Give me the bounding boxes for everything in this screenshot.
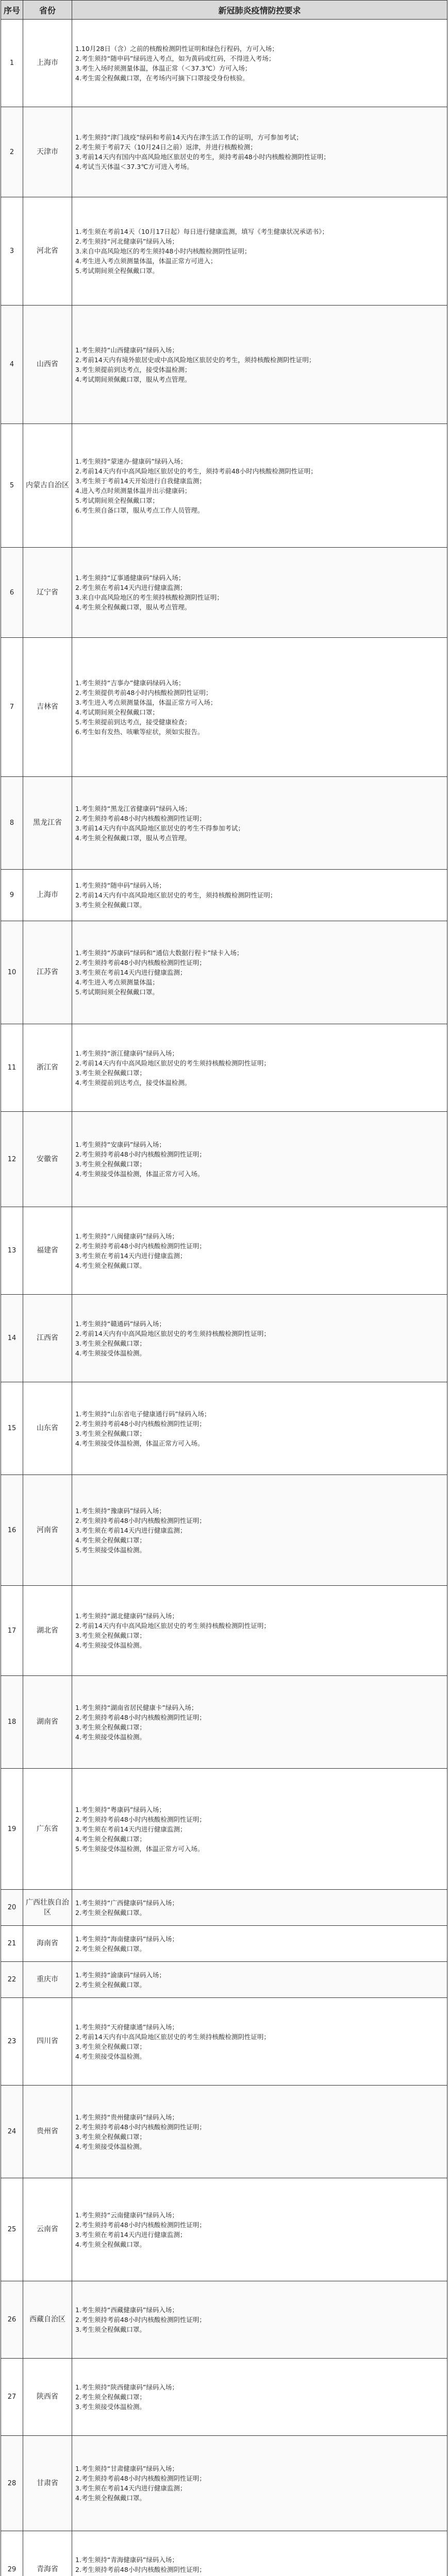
requirement-item: 3.考生须全程佩戴口罩； xyxy=(75,1632,146,1639)
table-row xyxy=(1,1962,447,1998)
requirement-item: 4.考生须接受体温检测，体温正常方可入场。 xyxy=(75,1170,204,1178)
requirement-item: 4.考生须接受体温检测。 xyxy=(75,2052,146,2060)
requirement-item: 3.考生须于考前14天开始进行自我健康监测； xyxy=(75,477,206,485)
row-province: 江苏省 xyxy=(23,921,72,1024)
row-requirements xyxy=(72,197,447,306)
requirement-item: 4.考生须全程佩戴口罩。 xyxy=(75,2240,146,2248)
row-requirements xyxy=(72,2359,447,2436)
table-row xyxy=(1,197,447,306)
requirement-item: 1.考生须持“苏康码”绿码和“通信大数据行程卡”绿卡入场； xyxy=(75,949,243,957)
requirement-item: 3.考前14天内有国内中高风险地区旅居史的考生，须持考前48小时内核酸检测阴性证明； xyxy=(75,153,330,161)
row-requirements xyxy=(72,1382,447,1475)
requirement-item: 3.考生进入考点须测量体温，体温正常方可入场； xyxy=(75,698,217,706)
requirement-item: 5.考试期间须全程佩戴口罩。 xyxy=(75,267,159,275)
row-requirements xyxy=(72,2436,447,2531)
requirement-item: 3.考生入场时须测量体温，体温正常（＜37.3℃）方可入场； xyxy=(75,64,252,72)
requirement-item: 5.考生须接受体温检测，体温正常方可入场。 xyxy=(75,1844,204,1853)
table-row xyxy=(1,2178,447,2281)
requirement-item: 1.考生须持“海南健康码”绿码入场； xyxy=(75,1935,178,1943)
requirement-item: 3.考生须全程佩戴口罩； xyxy=(75,2132,146,2141)
table-row xyxy=(1,548,447,638)
requirement-item: 1.考生须在考前14天（10月17日起）每日进行健康监测，填写《考生健康状况承诺书》； xyxy=(75,228,328,235)
row-province: 天津市 xyxy=(23,107,72,197)
row-requirements xyxy=(72,424,447,548)
requirement-item: 4.考生进入考点须测量体温，体温正常方可进入； xyxy=(75,257,217,265)
row-province: 广西壮族自治区 xyxy=(23,1890,72,1926)
row-province: 黑龙江省 xyxy=(23,777,72,870)
requirement-item: 1.考生须持“广西健康码”绿码入场； xyxy=(75,1899,178,1907)
requirement-item: 2.考生须全程佩戴口罩； xyxy=(75,2393,146,2401)
requirement-item: 3.考生须全程佩戴口罩； xyxy=(75,1339,146,1347)
table-row xyxy=(1,777,447,870)
row-province: 吉林省 xyxy=(23,638,72,777)
row-index: 24 xyxy=(1,2086,23,2178)
column-header-province: 省份 xyxy=(23,1,72,20)
table-row xyxy=(1,638,447,777)
table-row xyxy=(1,1295,447,1382)
requirement-item: 1.考生须持“湖南省居民健康卡”绿码入场； xyxy=(75,1703,198,1711)
requirement-item: 2.考生须持考前48小时内核酸检测阴性证明； xyxy=(75,1242,206,1250)
requirement-item: 1.考生须持“甘肃健康码”绿码入场； xyxy=(75,2465,178,2472)
requirement-item: 3.考生须在考前14天内进行健康监测； xyxy=(75,1251,187,1260)
row-requirements xyxy=(72,1769,447,1890)
row-index: 6 xyxy=(1,548,23,638)
row-province: 河北省 xyxy=(23,197,72,306)
requirement-item: 2.考生须持考前48小时内核酸检测阴性证明； xyxy=(75,959,206,967)
table-row xyxy=(1,2359,447,2436)
requirement-item: 3.考生须在考前14天内进行健康监测； xyxy=(75,969,187,976)
requirement-item: 6.考生如有发热、咳嗽等症状，须如实报告。 xyxy=(75,727,204,736)
requirement-item: 5.考生须接受体温检测。 xyxy=(75,1546,146,1554)
requirement-item: 1.考生须持“八闽健康码”绿码入场； xyxy=(75,1232,178,1240)
requirement-item: 2.考生须全程佩戴口罩。 xyxy=(75,1944,146,1953)
table-row xyxy=(1,1998,447,2086)
row-requirements xyxy=(72,107,447,197)
requirement-item: 3.考生须在考前14天内进行健康监测； xyxy=(75,2484,187,2492)
table-row xyxy=(1,2281,447,2359)
row-province: 辽宁省 xyxy=(23,548,72,638)
row-province: 内蒙古自治区 xyxy=(23,424,72,548)
row-requirements xyxy=(72,1112,447,1207)
requirement-item: 2.考生须持考前48小时内核酸检测阴性证明； xyxy=(75,814,206,822)
table-row xyxy=(1,1586,447,1676)
table-row xyxy=(1,20,447,107)
requirement-item: 2.考生须持考前48小时内核酸检测阴性证明； xyxy=(75,2475,206,2482)
row-requirements xyxy=(72,2086,447,2178)
requirement-item: 1.考生须持“津门战疫”绿码和考前14天内在津生活工作的证明，方可参加考试； xyxy=(75,133,303,141)
row-requirements xyxy=(72,1024,447,1112)
row-index: 21 xyxy=(1,1926,23,1962)
row-province: 安徽省 xyxy=(23,1112,72,1207)
row-index: 16 xyxy=(1,1475,23,1586)
requirement-item: 3.考生须全程佩戴口罩。 xyxy=(75,2326,146,2333)
requirement-item: 4.进入考点时须测量体温并出示健康码； xyxy=(75,486,191,495)
row-index: 1 xyxy=(1,20,23,107)
requirement-item: 1.考生须持“山西健康码”绿码入场； xyxy=(75,346,178,354)
table-row xyxy=(1,921,447,1024)
requirement-item: 2.考生须持“河北健康码”绿码入场； xyxy=(75,238,178,245)
row-requirements xyxy=(72,1295,447,1382)
table-row xyxy=(1,1769,447,1890)
requirement-item: 1.考生须持“辽事通健康码”绿码入场； xyxy=(75,574,185,582)
requirement-item: 2.考生须全程佩戴口罩。 xyxy=(75,1908,146,1917)
row-index: 25 xyxy=(1,2178,23,2281)
row-province: 广东省 xyxy=(23,1769,72,1890)
requirement-item: 4.考试当天体温＜37.3℃方可进入考场。 xyxy=(75,163,193,171)
requirement-item: 5.考试期间须全程佩戴口罩。 xyxy=(75,988,159,996)
row-index: 28 xyxy=(1,2436,23,2531)
row-province: 贵州省 xyxy=(23,2086,72,2178)
row-province: 江西省 xyxy=(23,1295,72,1382)
requirement-item: 4.考试期间须佩戴口罩，服从考点管理。 xyxy=(75,375,191,383)
row-province: 上海市 xyxy=(23,20,72,107)
table-row xyxy=(1,1207,447,1295)
requirement-item: 1.考生须持“云南健康码”绿码入场； xyxy=(75,2211,178,2219)
table-row xyxy=(1,1890,447,1926)
table-row xyxy=(1,424,447,548)
row-index: 15 xyxy=(1,1382,23,1475)
requirement-item: 3.考生须全程佩戴口罩； xyxy=(75,1723,146,1731)
table-row xyxy=(1,2436,447,2531)
requirement-item: 4.考生须接受体温检测。 xyxy=(75,1733,146,1741)
requirement-item: 1.考生须持“贵州健康码”绿码入场； xyxy=(75,2113,178,2121)
row-requirements xyxy=(72,1475,447,1586)
row-index: 23 xyxy=(1,1998,23,2086)
requirement-item: 1.考生须持“渝康码”绿码入场； xyxy=(75,1971,165,1979)
table-row xyxy=(1,107,447,197)
row-index: 2 xyxy=(1,107,23,197)
requirement-item: 2.考生须持“随申码”绿码进入考点，如为黄码或红码，不得进入考场； xyxy=(75,54,275,62)
row-index: 11 xyxy=(1,1024,23,1112)
requirement-item: 2.考前14天内有境外旅居史或中高风险地区旅居史的考生，须持核酸检测阴性证明； xyxy=(75,355,316,364)
requirement-item: 1.考生须持“粤康码”绿码入场； xyxy=(75,1805,165,1814)
row-index: 20 xyxy=(1,1890,23,1926)
requirement-item: 4.考生须全程佩戴口罩； xyxy=(75,1536,146,1544)
requirement-item: 1.考生须持“天府健康通”绿码入场； xyxy=(75,2023,178,2031)
column-header-index: 序号 xyxy=(1,1,23,20)
requirement-item: 2.考生须持考前48小时内核酸检测阴性证明； xyxy=(75,1815,206,1823)
requirement-item: 1.考生须持“青海健康码”绿码入场； xyxy=(75,2556,178,2564)
row-index: 9 xyxy=(1,870,23,921)
row-province: 福建省 xyxy=(23,1207,72,1295)
row-province: 湖北省 xyxy=(23,1586,72,1676)
requirement-item: 2.考生须持考前48小时内核酸检测阴性证明； xyxy=(75,2123,206,2131)
row-province: 上海市 xyxy=(23,870,72,921)
requirement-item: 4.考生须接受体温检测。 xyxy=(75,2142,146,2150)
row-province: 西藏自治区 xyxy=(23,2281,72,2359)
requirement-item: 2.考生须提供考前48小时内核酸检测阴性证明； xyxy=(75,688,212,697)
row-province: 四川省 xyxy=(23,1998,72,2086)
requirement-item: 5.考试期间须全程佩戴口罩； xyxy=(75,496,159,504)
row-requirements xyxy=(72,2531,447,2576)
table-row xyxy=(1,1475,447,1586)
row-province: 重庆市 xyxy=(23,1962,72,1998)
requirement-item: 3.考生须全程佩戴口罩； xyxy=(75,1069,146,1077)
table-row xyxy=(1,306,447,424)
requirement-item: 2.考生须于考前7天（10月24日之前）返津，并进行核酸检测； xyxy=(75,143,257,151)
requirement-item: 4.考生须接受体温检测。 xyxy=(75,1641,146,1649)
row-index: 29 xyxy=(1,2531,23,2576)
row-province: 浙江省 xyxy=(23,1024,72,1112)
row-requirements xyxy=(72,1998,447,2086)
row-requirements xyxy=(72,1207,447,1295)
requirement-item: 1.考生须持“湖北健康码”绿码入场； xyxy=(75,1612,178,1620)
row-index: 26 xyxy=(1,2281,23,2359)
requirement-item: 2.考生须持考前48小时内核酸检测阴性证明； xyxy=(75,1419,206,1428)
table-row xyxy=(1,1676,447,1769)
requirement-item: 2.考生须持考前48小时内核酸检测阴性证明； xyxy=(75,2566,206,2573)
requirement-item: 1.考生须持“西藏健康码”绿码入场； xyxy=(75,2306,178,2314)
row-index: 5 xyxy=(1,424,23,548)
requirement-item: 1.考生须持“浙江健康码”绿码入场； xyxy=(75,1049,178,1057)
requirement-item: 3.考前14天内有中高风险地区旅居史的考生不得参加考试； xyxy=(75,824,244,832)
requirement-item: 3.考生须在考前14天内进行健康监测； xyxy=(75,1526,187,1534)
row-requirements xyxy=(72,1586,447,1676)
row-index: 10 xyxy=(1,921,23,1024)
row-requirements xyxy=(72,1676,447,1769)
requirement-item: 1.考生须持“豫康码”绿码入场； xyxy=(75,1506,165,1515)
row-requirements xyxy=(72,548,447,638)
row-province: 青海省 xyxy=(23,2531,72,2576)
requirement-item: 2.考生须持考前48小时内核酸检测阴性证明； xyxy=(75,2316,206,2324)
requirement-item: 1.考生须持“山东省电子健康通行码”绿码入场； xyxy=(75,1410,211,1418)
requirement-item: 1.考生须持“安康码”绿码入场； xyxy=(75,1141,165,1148)
requirement-item: 6.考生须自备口罩，服从考点工作人员管理。 xyxy=(75,506,204,514)
row-index: 19 xyxy=(1,1769,23,1890)
requirement-item: 3.考生须全程佩戴口罩； xyxy=(75,1429,146,1437)
row-index: 12 xyxy=(1,1112,23,1207)
requirement-item: 4.考生须全程佩戴口罩。 xyxy=(75,2494,146,2502)
table-body xyxy=(1,20,447,2576)
requirement-item: 4.考生须接受体温检测，体温正常方可入场。 xyxy=(75,1439,204,1447)
requirement-item: 4.考生须全程佩戴口罩。 xyxy=(75,1261,146,1269)
row-province: 甘肃省 xyxy=(23,2436,72,2531)
requirement-item: 3.来自中高风险地区的考生须持核酸检测阴性证明； xyxy=(75,594,223,601)
row-province: 海南省 xyxy=(23,1926,72,1962)
row-province: 山西省 xyxy=(23,306,72,424)
requirement-item: 4.考生须全程佩戴口罩，服从考点管理。 xyxy=(75,834,191,842)
row-province: 山东省 xyxy=(23,1382,72,1475)
row-index: 18 xyxy=(1,1676,23,1769)
requirement-item: 1.考生须持“吉事办”健康码绿码入场； xyxy=(75,679,185,687)
row-province: 湖南省 xyxy=(23,1676,72,1769)
requirement-item: 2.考前14天内有中高风险地区旅居史的考生须持核酸检测阴性证明； xyxy=(75,1059,270,1067)
requirement-item: 4.考生进入考点须测量体温； xyxy=(75,978,159,986)
row-requirements xyxy=(72,777,447,870)
requirement-item: 4.考生须提前到达考点，接受体温检测。 xyxy=(75,1078,191,1087)
row-requirements xyxy=(72,1962,447,1998)
table-header-row xyxy=(1,1,447,20)
row-index: 17 xyxy=(1,1586,23,1676)
row-requirements xyxy=(72,2178,447,2281)
row-requirements xyxy=(72,306,447,424)
requirement-item: 1.考生须持“陕西健康码”绿码入场； xyxy=(75,2383,178,2391)
requirement-item: 3.考生须全程佩戴口罩。 xyxy=(75,901,146,909)
requirement-item: 1.10月28日（含）之前的核酸检测阴性证明和绿色行程码，方可入场； xyxy=(75,44,278,53)
row-requirements xyxy=(72,2281,447,2359)
table-row xyxy=(1,870,447,921)
row-province: 云南省 xyxy=(23,2178,72,2281)
table-row xyxy=(1,1926,447,1962)
row-index: 3 xyxy=(1,197,23,306)
requirement-item: 3.考生须在考前14天内进行健康监测； xyxy=(75,2230,187,2239)
row-index: 7 xyxy=(1,638,23,777)
column-header-requirements: 新冠肺炎疫情防控要求 xyxy=(72,1,447,20)
requirement-item: 1.考生须持“黑龙江省健康码”绿码入场； xyxy=(75,804,191,812)
requirement-item: 2.考生须持考前48小时内核酸检测阴性证明； xyxy=(75,1713,206,1721)
requirement-item: 4.考试期间须全程佩戴口罩； xyxy=(75,708,159,716)
table-row xyxy=(1,1112,447,1207)
requirement-item: 2.考前14天内有中高风险地区旅居史的考生须持核酸检测阴性证明； xyxy=(75,1329,270,1337)
requirement-item: 2.考前14天内有中高风险地区旅居史的考生须持核酸检测阴性证明； xyxy=(75,1622,270,1630)
requirement-item: 3.来自中高风险地区的考生须持48小时内核酸检测阴性证明； xyxy=(75,247,251,255)
row-requirements xyxy=(72,1890,447,1926)
row-index: 8 xyxy=(1,777,23,870)
requirement-item: 4.考生须全程佩戴口罩； xyxy=(75,1835,146,1843)
row-requirements xyxy=(72,638,447,777)
requirement-item: 1.考生须持“赣通码”绿码入场； xyxy=(75,1319,165,1328)
requirement-item: 2.考生须持考前48小时内核酸检测阴性证明； xyxy=(75,1150,206,1158)
row-index: 22 xyxy=(1,1962,23,1998)
requirement-item: 4.考生需全程佩戴口罩，在考场内可摘下口罩接受身份核验。 xyxy=(75,74,249,82)
table-row xyxy=(1,1024,447,1112)
row-province: 河南省 xyxy=(23,1475,72,1586)
requirement-item: 1.考生须持“蒙速办·健康码”绿码入场； xyxy=(75,457,187,465)
requirement-item: 3.考生须在考前14天内进行健康监测； xyxy=(75,1825,187,1833)
table-row xyxy=(1,2531,447,2576)
requirement-item: 3.考生须接受体温检测。 xyxy=(75,2403,146,2411)
requirement-item: 4.考生须接受体温检测。 xyxy=(75,1349,146,1357)
requirement-item: 3.考生须全程佩戴口罩； xyxy=(75,2042,146,2050)
row-requirements xyxy=(72,20,447,107)
requirement-item: 2.考前14天内有中高风险地区旅居史的考生须持核酸检测阴性证明； xyxy=(75,2032,270,2041)
row-index: 14 xyxy=(1,1295,23,1382)
requirement-item: 4.考生须全程佩戴口罩，服从考点管理。 xyxy=(75,603,191,611)
row-requirements xyxy=(72,921,447,1024)
row-requirements xyxy=(72,1926,447,1962)
epidemic-requirements-table xyxy=(1,0,447,2576)
requirement-item: 5.考生须提前到达考点，接受健康检查； xyxy=(75,718,191,726)
table-row xyxy=(1,2086,447,2178)
row-requirements xyxy=(72,870,447,921)
requirement-item: 3.考生须全程佩戴口罩； xyxy=(75,1160,146,1168)
row-province: 陕西省 xyxy=(23,2359,72,2436)
requirement-item: 2.考前14天内有中高风险地区旅居史的考生，须持考前48小时内核酸检测阴性证明； xyxy=(75,467,317,475)
row-index: 13 xyxy=(1,1207,23,1295)
row-index: 4 xyxy=(1,306,23,424)
requirement-item: 1.考生须持“随申码”绿码入场； xyxy=(75,882,165,889)
requirement-item: 2.考生须持考前48小时内核酸检测阴性证明； xyxy=(75,1516,206,1524)
requirement-item: 2.考生须持考前48小时内核酸检测阴性证明； xyxy=(75,2221,206,2229)
requirement-item: 3.考生须提前到达考点，接受体温检测； xyxy=(75,365,191,374)
requirement-item: 2.考前14天内有中高风险地区旅居史的考生，须持核酸检测阴性证明； xyxy=(75,891,277,899)
requirement-item: 2.考生须在考前14天内进行健康监测； xyxy=(75,584,187,591)
row-index: 27 xyxy=(1,2359,23,2436)
table-row xyxy=(1,1382,447,1475)
requirement-item: 2.考生须全程佩戴口罩。 xyxy=(75,1980,146,1989)
